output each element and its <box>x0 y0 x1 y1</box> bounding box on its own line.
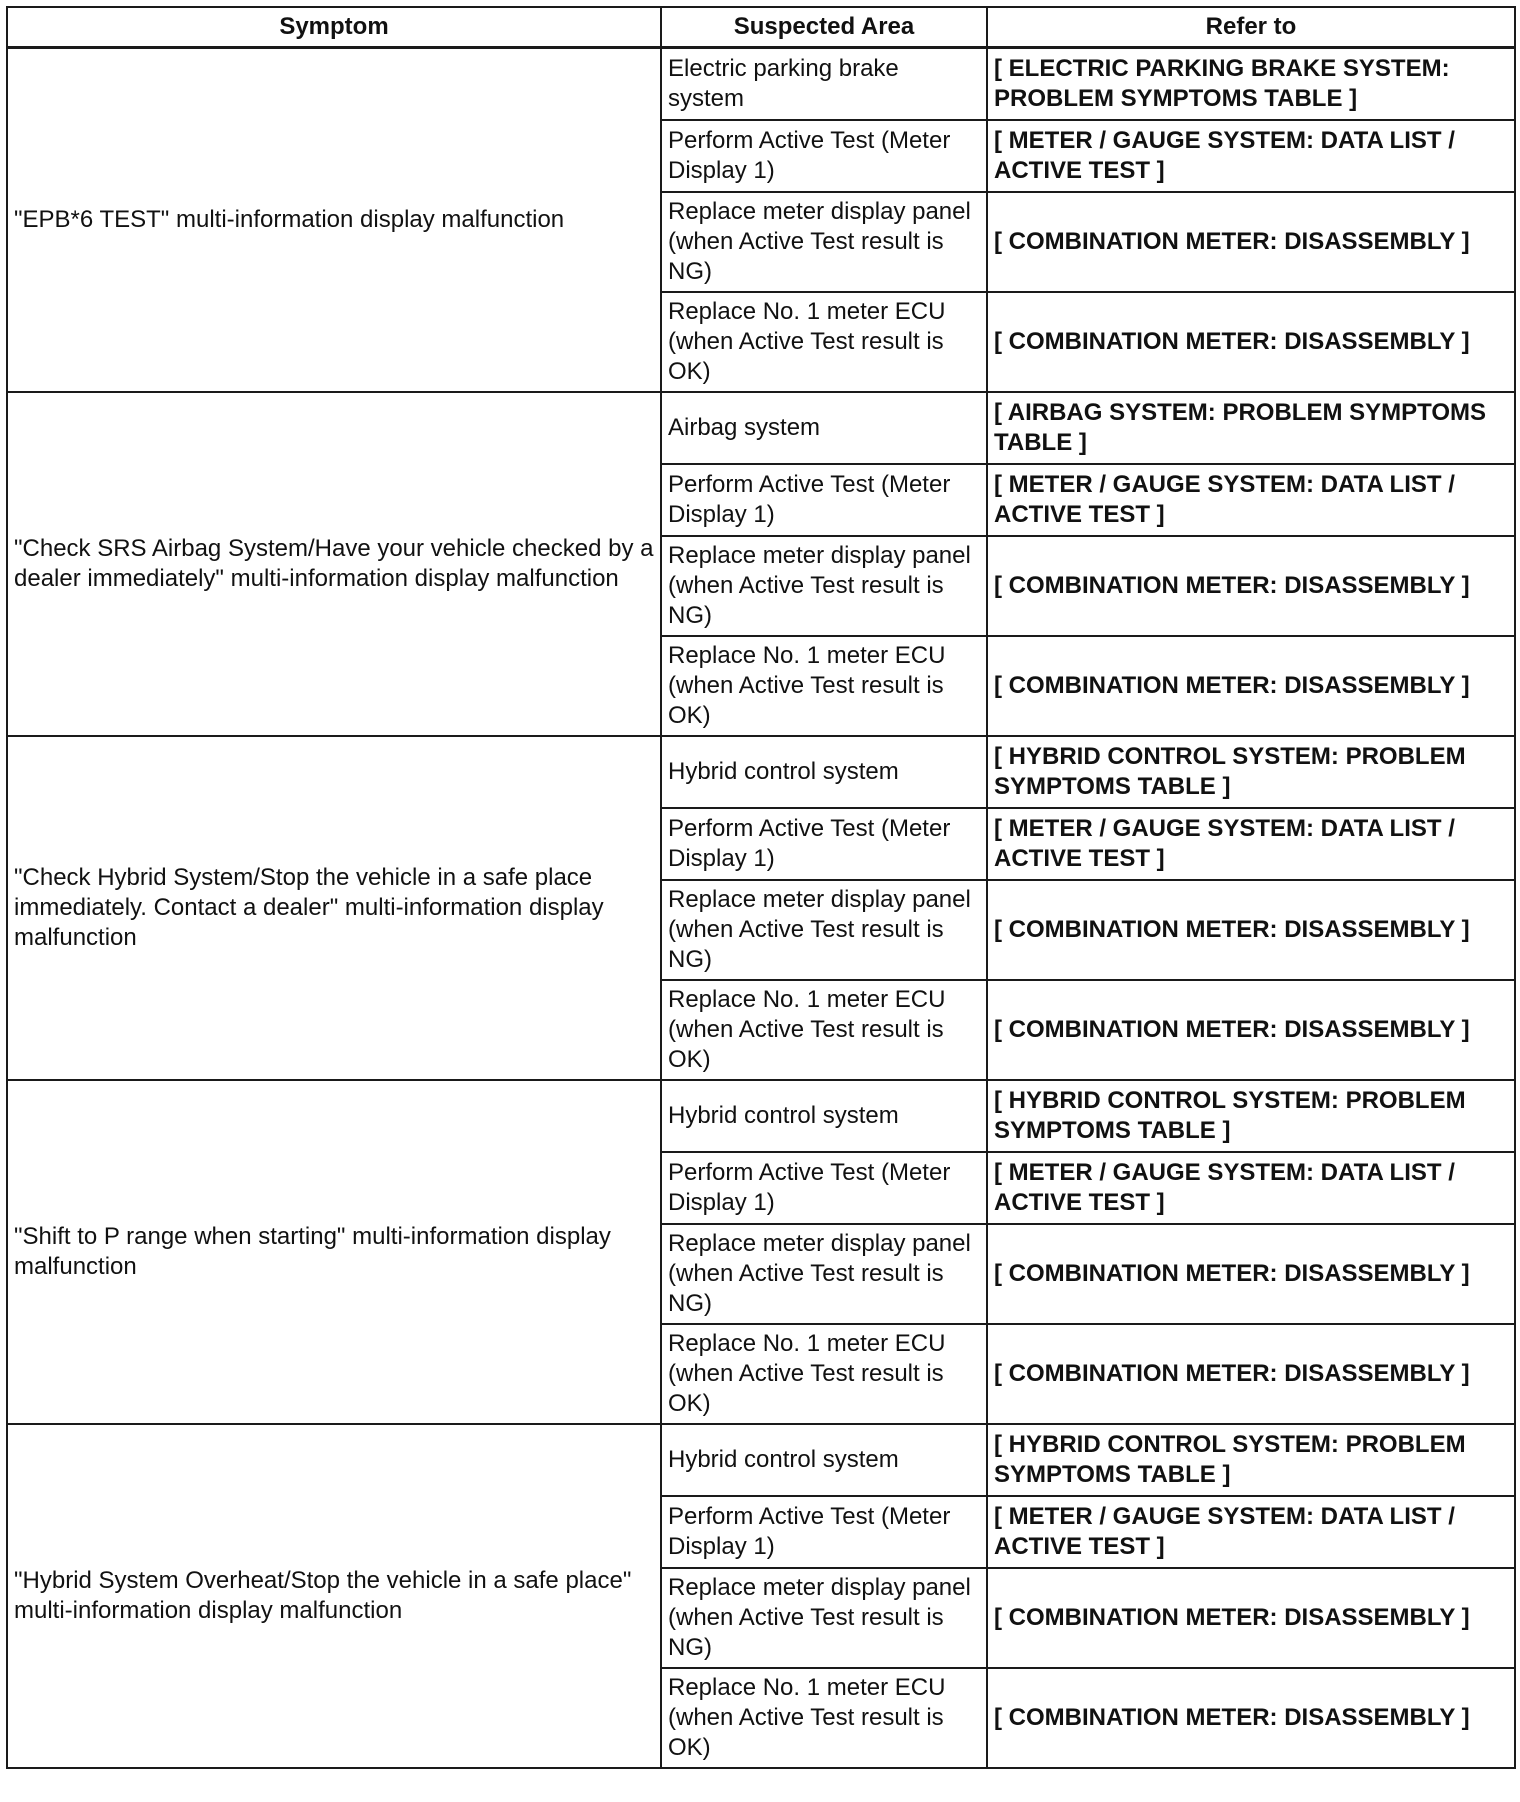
refer-to-link[interactable]: [ COMBINATION METER: DISASSEMBLY ] <box>987 1224 1515 1324</box>
suspected-area-cell: Perform Active Test (Meter Display 1) <box>661 464 987 536</box>
table-row <box>7 1424 1515 1496</box>
refer-to-link[interactable]: [ METER / GAUGE SYSTEM: DATA LIST / ACTIVE TEST ] <box>987 464 1515 536</box>
column-header-suspected-area: Suspected Area <box>661 7 987 48</box>
symptom-cell: "Hybrid System Overheat/Stop the vehicle in a safe place" multi-information display malfunction <box>7 1424 661 1768</box>
refer-to-link[interactable]: [ METER / GAUGE SYSTEM: DATA LIST / ACTIVE TEST ] <box>987 120 1515 192</box>
suspected-area-cell: Perform Active Test (Meter Display 1) <box>661 1152 987 1224</box>
symptom-cell: "Check Hybrid System/Stop the vehicle in a safe place immediately. Contact a dealer" multi-information display malfunction <box>7 736 661 1080</box>
refer-to-link[interactable]: [ COMBINATION METER: DISASSEMBLY ] <box>987 1568 1515 1668</box>
refer-to-link[interactable]: [ HYBRID CONTROL SYSTEM: PROBLEM SYMPTOMS TABLE ] <box>987 736 1515 808</box>
table-header-row <box>7 7 1515 48</box>
suspected-area-cell: Hybrid control system <box>661 736 987 808</box>
suspected-area-cell: Replace No. 1 meter ECU (when Active Test result is OK) <box>661 1324 987 1424</box>
refer-to-link[interactable]: [ COMBINATION METER: DISASSEMBLY ] <box>987 292 1515 392</box>
refer-to-link[interactable]: [ COMBINATION METER: DISASSEMBLY ] <box>987 880 1515 980</box>
table-row <box>7 1080 1515 1152</box>
problem-symptoms-document <box>6 6 1514 1769</box>
suspected-area-cell: Hybrid control system <box>661 1424 987 1496</box>
refer-to-link[interactable]: [ METER / GAUGE SYSTEM: DATA LIST / ACTIVE TEST ] <box>987 1496 1515 1568</box>
refer-to-link[interactable]: [ COMBINATION METER: DISASSEMBLY ] <box>987 1324 1515 1424</box>
refer-to-link[interactable]: [ METER / GAUGE SYSTEM: DATA LIST / ACTIVE TEST ] <box>987 808 1515 880</box>
refer-to-link[interactable]: [ AIRBAG SYSTEM: PROBLEM SYMPTOMS TABLE ] <box>987 392 1515 464</box>
suspected-area-cell: Replace No. 1 meter ECU (when Active Test result is OK) <box>661 636 987 736</box>
table-row <box>7 392 1515 464</box>
column-header-symptom: Symptom <box>7 7 661 48</box>
refer-to-link[interactable]: [ HYBRID CONTROL SYSTEM: PROBLEM SYMPTOMS TABLE ] <box>987 1080 1515 1152</box>
refer-to-link[interactable]: [ COMBINATION METER: DISASSEMBLY ] <box>987 980 1515 1080</box>
suspected-area-cell: Replace No. 1 meter ECU (when Active Test result is OK) <box>661 980 987 1080</box>
symptom-cell: "Shift to P range when starting" multi-information display malfunction <box>7 1080 661 1424</box>
symptom-cell: "EPB*6 TEST" multi-information display malfunction <box>7 48 661 392</box>
column-header-refer-to: Refer to <box>987 7 1515 48</box>
table-body <box>7 48 1515 1768</box>
suspected-area-cell: Hybrid control system <box>661 1080 987 1152</box>
suspected-area-cell: Replace No. 1 meter ECU (when Active Test result is OK) <box>661 1668 987 1768</box>
suspected-area-cell: Replace meter display panel (when Active Test result is NG) <box>661 536 987 636</box>
symptom-cell: "Check SRS Airbag System/Have your vehicle checked by a dealer immediately" multi-information display malfunction <box>7 392 661 736</box>
suspected-area-cell: Electric parking brake system <box>661 48 987 120</box>
suspected-area-cell: Replace meter display panel (when Active Test result is NG) <box>661 192 987 292</box>
refer-to-link[interactable]: [ COMBINATION METER: DISASSEMBLY ] <box>987 636 1515 736</box>
refer-to-link[interactable]: [ ELECTRIC PARKING BRAKE SYSTEM: PROBLEM SYMPTOMS TABLE ] <box>987 48 1515 120</box>
suspected-area-cell: Replace No. 1 meter ECU (when Active Test result is OK) <box>661 292 987 392</box>
suspected-area-cell: Replace meter display panel (when Active Test result is NG) <box>661 1568 987 1668</box>
suspected-area-cell: Perform Active Test (Meter Display 1) <box>661 808 987 880</box>
suspected-area-cell: Replace meter display panel (when Active Test result is NG) <box>661 880 987 980</box>
refer-to-link[interactable]: [ HYBRID CONTROL SYSTEM: PROBLEM SYMPTOMS TABLE ] <box>987 1424 1515 1496</box>
refer-to-link[interactable]: [ COMBINATION METER: DISASSEMBLY ] <box>987 192 1515 292</box>
refer-to-link[interactable]: [ METER / GAUGE SYSTEM: DATA LIST / ACTIVE TEST ] <box>987 1152 1515 1224</box>
suspected-area-cell: Airbag system <box>661 392 987 464</box>
refer-to-link[interactable]: [ COMBINATION METER: DISASSEMBLY ] <box>987 1668 1515 1768</box>
table-row <box>7 736 1515 808</box>
table-row <box>7 48 1515 120</box>
suspected-area-cell: Perform Active Test (Meter Display 1) <box>661 1496 987 1568</box>
problem-symptoms-table <box>6 6 1516 1769</box>
suspected-area-cell: Perform Active Test (Meter Display 1) <box>661 120 987 192</box>
refer-to-link[interactable]: [ COMBINATION METER: DISASSEMBLY ] <box>987 536 1515 636</box>
suspected-area-cell: Replace meter display panel (when Active Test result is NG) <box>661 1224 987 1324</box>
